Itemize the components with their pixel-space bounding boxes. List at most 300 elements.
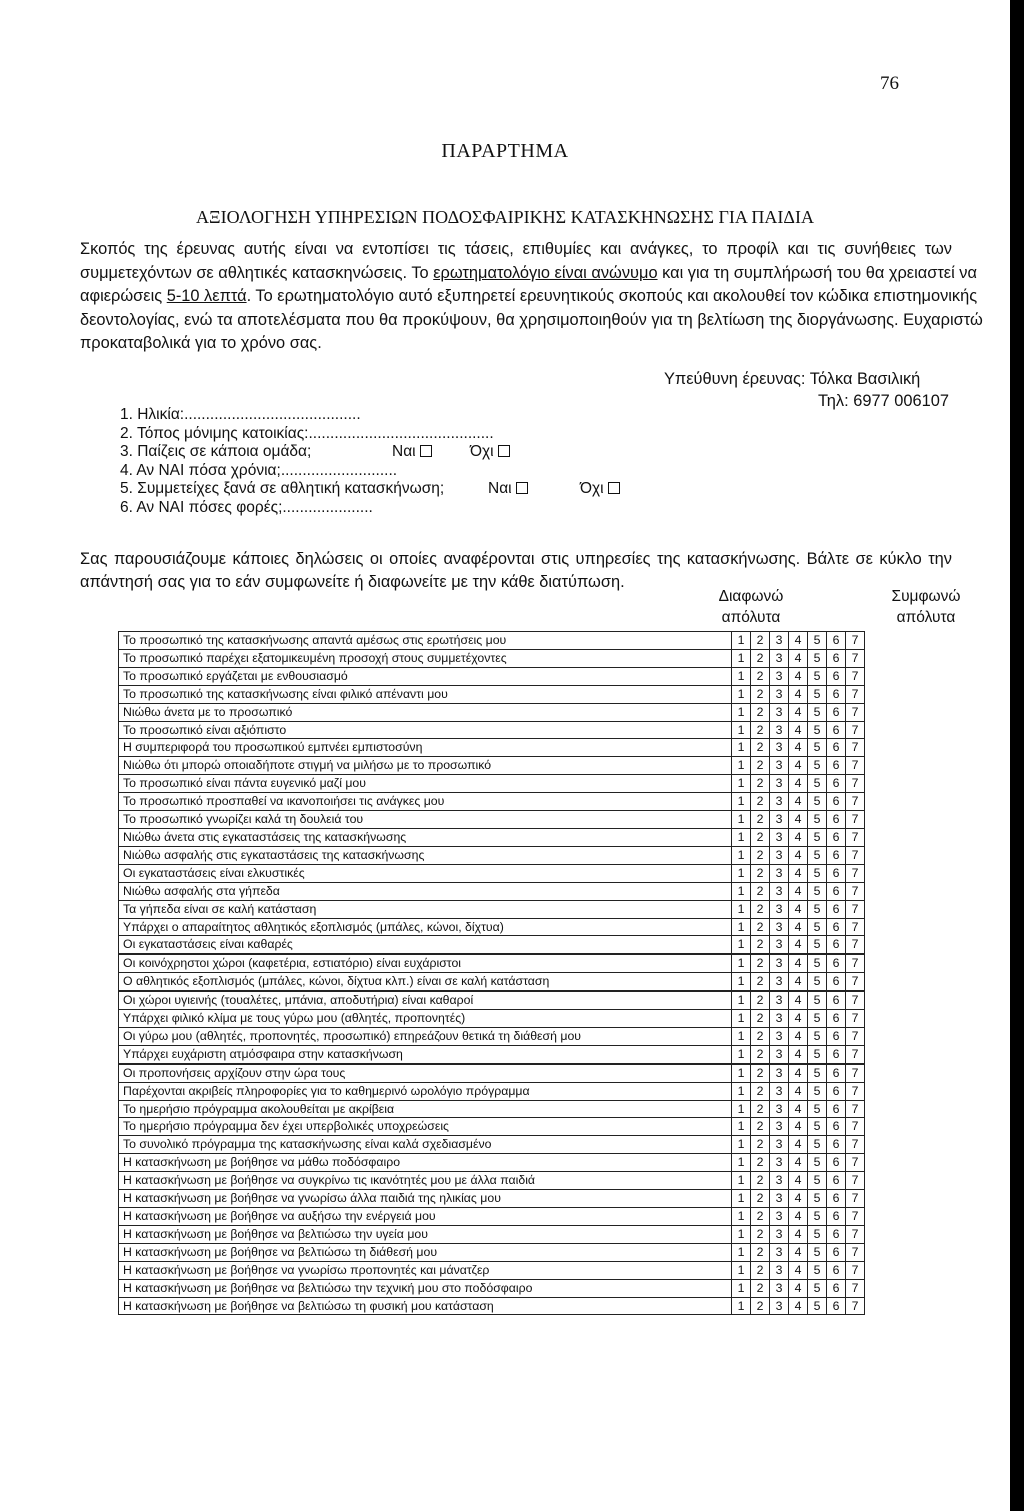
- rating-option-5[interactable]: 5: [808, 739, 827, 757]
- rating-option-2[interactable]: 2: [751, 1100, 770, 1118]
- rating-option-3[interactable]: 3: [770, 811, 789, 829]
- rating-option-5[interactable]: 5: [808, 1297, 827, 1315]
- rating-option-6[interactable]: 6: [827, 918, 846, 936]
- table-row: [119, 1118, 865, 1136]
- rating-option-7[interactable]: 7: [846, 1136, 865, 1154]
- rating-option-4[interactable]: 4: [789, 1190, 808, 1208]
- rating-option-6[interactable]: 6: [827, 1010, 846, 1028]
- rating-option-2[interactable]: 2: [751, 1208, 770, 1226]
- rating-option-4[interactable]: 4: [789, 1154, 808, 1172]
- table-row: [119, 936, 865, 954]
- option-no[interactable]: [580, 480, 620, 498]
- rating-option-5[interactable]: 5: [808, 775, 827, 793]
- rating-option-3[interactable]: 3: [770, 757, 789, 775]
- rating-option-6[interactable]: 6: [827, 667, 846, 685]
- rating-option-5[interactable]: 5: [808, 667, 827, 685]
- rating-option-2[interactable]: 2: [751, 1045, 770, 1063]
- page-number: 76: [880, 73, 899, 94]
- rating-option-1[interactable]: 1: [732, 864, 751, 882]
- rating-option-3[interactable]: 3: [770, 721, 789, 739]
- rating-option-3[interactable]: 3: [770, 632, 789, 650]
- statement-cell: Νιώθω άνετα στις εγκαταστάσεις της κατασκήνωσης: [119, 828, 732, 846]
- rating-option-4[interactable]: 4: [789, 1100, 808, 1118]
- rating-option-1[interactable]: 1: [732, 1279, 751, 1297]
- question-years: 4. Αν ΝΑΙ πόσα χρόνια;...........................: [120, 461, 398, 479]
- rating-option-5[interactable]: 5: [808, 1027, 827, 1045]
- rating-option-4[interactable]: 4: [789, 991, 808, 1009]
- rating-option-7[interactable]: 7: [846, 1027, 865, 1045]
- rating-option-4[interactable]: 4: [789, 632, 808, 650]
- statement-cell: Η κατασκήνωση με βοήθησε να βελτιώσω την τεχνική μου στο ποδόσφαιρο: [119, 1279, 732, 1297]
- rating-option-6[interactable]: 6: [827, 1261, 846, 1279]
- rating-option-4[interactable]: 4: [789, 846, 808, 864]
- rating-option-3[interactable]: 3: [770, 1082, 789, 1100]
- rating-option-1[interactable]: 1: [732, 846, 751, 864]
- rating-option-4[interactable]: 4: [789, 973, 808, 991]
- rating-option-1[interactable]: 1: [732, 1154, 751, 1172]
- rating-option-5[interactable]: 5: [808, 882, 827, 900]
- rating-option-6[interactable]: 6: [827, 757, 846, 775]
- rating-option-5[interactable]: 5: [808, 846, 827, 864]
- rating-option-5[interactable]: 5: [808, 1208, 827, 1226]
- rating-option-6[interactable]: 6: [827, 1027, 846, 1045]
- rating-option-6[interactable]: 6: [827, 1208, 846, 1226]
- rating-option-3[interactable]: 3: [770, 775, 789, 793]
- rating-option-1[interactable]: 1: [732, 793, 751, 811]
- rating-option-6[interactable]: 6: [827, 954, 846, 972]
- rating-option-2[interactable]: 2: [751, 918, 770, 936]
- rating-option-3[interactable]: 3: [770, 739, 789, 757]
- rating-option-3[interactable]: 3: [770, 864, 789, 882]
- rating-option-7[interactable]: 7: [846, 1279, 865, 1297]
- rating-option-5[interactable]: 5: [808, 1010, 827, 1028]
- rating-option-1[interactable]: 1: [732, 1136, 751, 1154]
- rating-option-5[interactable]: 5: [808, 1136, 827, 1154]
- rating-option-2[interactable]: 2: [751, 1027, 770, 1045]
- rating-option-2[interactable]: 2: [751, 793, 770, 811]
- rating-option-2[interactable]: 2: [751, 1154, 770, 1172]
- rating-option-6[interactable]: 6: [827, 846, 846, 864]
- rating-option-7[interactable]: 7: [846, 1082, 865, 1100]
- rating-option-1[interactable]: 1: [732, 882, 751, 900]
- rating-option-3[interactable]: 3: [770, 1100, 789, 1118]
- rating-option-2[interactable]: 2: [751, 954, 770, 972]
- rating-option-4[interactable]: 4: [789, 667, 808, 685]
- rating-option-5[interactable]: 5: [808, 1243, 827, 1261]
- rating-option-1[interactable]: 1: [732, 1118, 751, 1136]
- rating-option-7[interactable]: 7: [846, 936, 865, 954]
- rating-option-7[interactable]: 7: [846, 954, 865, 972]
- rating-option-5[interactable]: 5: [808, 1190, 827, 1208]
- rating-option-4[interactable]: 4: [789, 793, 808, 811]
- checkbox-icon[interactable]: [608, 482, 620, 494]
- rating-option-1[interactable]: 1: [732, 1225, 751, 1243]
- table-row: [119, 667, 865, 685]
- rating-option-4[interactable]: 4: [789, 775, 808, 793]
- rating-option-3[interactable]: 3: [770, 1118, 789, 1136]
- rating-option-1[interactable]: 1: [732, 991, 751, 1009]
- rating-option-7[interactable]: 7: [846, 721, 865, 739]
- rating-option-6[interactable]: 6: [827, 828, 846, 846]
- rating-option-1[interactable]: 1: [732, 721, 751, 739]
- rating-option-4[interactable]: 4: [789, 1279, 808, 1297]
- rating-option-1[interactable]: 1: [732, 918, 751, 936]
- rating-option-5[interactable]: 5: [808, 1261, 827, 1279]
- rating-option-7[interactable]: 7: [846, 1064, 865, 1082]
- rating-option-4[interactable]: 4: [789, 703, 808, 721]
- rating-option-2[interactable]: 2: [751, 1082, 770, 1100]
- rating-option-7[interactable]: 7: [846, 649, 865, 667]
- rating-option-6[interactable]: 6: [827, 775, 846, 793]
- rating-option-4[interactable]: 4: [789, 900, 808, 918]
- rating-option-7[interactable]: 7: [846, 1118, 865, 1136]
- rating-option-3[interactable]: 3: [770, 793, 789, 811]
- rating-option-3[interactable]: 3: [770, 918, 789, 936]
- rating-option-3[interactable]: 3: [770, 1208, 789, 1226]
- intro-paragraph: [80, 238, 983, 356]
- rating-option-6[interactable]: 6: [827, 1045, 846, 1063]
- rating-option-1[interactable]: 1: [732, 1082, 751, 1100]
- rating-option-5[interactable]: 5: [808, 1064, 827, 1082]
- rating-option-1[interactable]: 1: [732, 954, 751, 972]
- rating-option-4[interactable]: 4: [789, 918, 808, 936]
- rating-option-1[interactable]: 1: [732, 739, 751, 757]
- rating-option-4[interactable]: 4: [789, 1027, 808, 1045]
- rating-option-6[interactable]: 6: [827, 811, 846, 829]
- rating-option-1[interactable]: 1: [732, 649, 751, 667]
- rating-option-7[interactable]: 7: [846, 739, 865, 757]
- rating-option-2[interactable]: 2: [751, 1118, 770, 1136]
- statement-cell: Η κατασκήνωση με βοήθησε να βελτιώσω τη διάθεσή μου: [119, 1243, 732, 1261]
- rating-option-6[interactable]: 6: [827, 936, 846, 954]
- checkbox-icon[interactable]: [498, 445, 510, 457]
- rating-option-5[interactable]: 5: [808, 632, 827, 650]
- rating-option-5[interactable]: 5: [808, 864, 827, 882]
- rating-option-7[interactable]: 7: [846, 757, 865, 775]
- rating-option-5[interactable]: 5: [808, 1279, 827, 1297]
- rating-option-5[interactable]: 5: [808, 685, 827, 703]
- rating-option-3[interactable]: 3: [770, 1279, 789, 1297]
- rating-option-5[interactable]: 5: [808, 918, 827, 936]
- rating-option-2[interactable]: 2: [751, 1243, 770, 1261]
- rating-option-3[interactable]: 3: [770, 991, 789, 1009]
- rating-option-1[interactable]: 1: [732, 1172, 751, 1190]
- rating-option-5[interactable]: 5: [808, 1082, 827, 1100]
- rating-option-4[interactable]: 4: [789, 757, 808, 775]
- rating-option-6[interactable]: 6: [827, 1225, 846, 1243]
- rating-option-7[interactable]: 7: [846, 811, 865, 829]
- rating-option-1[interactable]: 1: [732, 1297, 751, 1315]
- rating-option-2[interactable]: 2: [751, 900, 770, 918]
- rating-option-4[interactable]: 4: [789, 721, 808, 739]
- rating-option-2[interactable]: 2: [751, 991, 770, 1009]
- rating-option-7[interactable]: 7: [846, 991, 865, 1009]
- rating-option-4[interactable]: 4: [789, 811, 808, 829]
- rating-option-6[interactable]: 6: [827, 1243, 846, 1261]
- rating-option-3[interactable]: 3: [770, 649, 789, 667]
- rating-option-3[interactable]: 3: [770, 900, 789, 918]
- rating-option-3[interactable]: 3: [770, 1172, 789, 1190]
- rating-option-6[interactable]: 6: [827, 900, 846, 918]
- rating-option-5[interactable]: 5: [808, 1045, 827, 1063]
- rating-option-4[interactable]: 4: [789, 1243, 808, 1261]
- statement-cell: Υπάρχει ευχάριστη ατμόσφαιρα στην κατασκήνωση: [119, 1045, 732, 1063]
- rating-option-4[interactable]: 4: [789, 1064, 808, 1082]
- rating-option-3[interactable]: 3: [770, 936, 789, 954]
- rating-option-3[interactable]: 3: [770, 846, 789, 864]
- rating-option-4[interactable]: 4: [789, 1261, 808, 1279]
- rating-option-6[interactable]: 6: [827, 1082, 846, 1100]
- rating-option-2[interactable]: 2: [751, 1136, 770, 1154]
- rating-option-4[interactable]: 4: [789, 936, 808, 954]
- likert-table-body: [119, 632, 865, 1315]
- rating-option-2[interactable]: 2: [751, 721, 770, 739]
- rating-option-6[interactable]: 6: [827, 721, 846, 739]
- rating-option-1[interactable]: 1: [732, 1190, 751, 1208]
- rating-option-4[interactable]: 4: [789, 1225, 808, 1243]
- rating-option-3[interactable]: 3: [770, 1010, 789, 1028]
- rating-option-1[interactable]: 1: [732, 1027, 751, 1045]
- rating-option-2[interactable]: 2: [751, 1225, 770, 1243]
- question-age: 1. Ηλικία:.........................................: [120, 406, 361, 423]
- checkbox-icon[interactable]: [420, 445, 432, 457]
- rating-option-6[interactable]: 6: [827, 1136, 846, 1154]
- rating-option-1[interactable]: 1: [732, 685, 751, 703]
- rating-option-7[interactable]: 7: [846, 1297, 865, 1315]
- rating-option-1[interactable]: 1: [732, 667, 751, 685]
- rating-option-7[interactable]: 7: [846, 632, 865, 650]
- rating-option-7[interactable]: 7: [846, 973, 865, 991]
- likert-table: [118, 631, 865, 1315]
- rating-option-3[interactable]: 3: [770, 1225, 789, 1243]
- rating-option-3[interactable]: 3: [770, 1045, 789, 1063]
- rating-option-6[interactable]: 6: [827, 685, 846, 703]
- rating-option-5[interactable]: 5: [808, 1225, 827, 1243]
- rating-option-5[interactable]: 5: [808, 811, 827, 829]
- rating-option-7[interactable]: 7: [846, 900, 865, 918]
- rating-option-7[interactable]: 7: [846, 793, 865, 811]
- rating-option-6[interactable]: 6: [827, 991, 846, 1009]
- rating-option-4[interactable]: 4: [789, 828, 808, 846]
- rating-option-3[interactable]: 3: [770, 1064, 789, 1082]
- rating-option-6[interactable]: 6: [827, 1297, 846, 1315]
- rating-option-6[interactable]: 6: [827, 703, 846, 721]
- table-row: [119, 1064, 865, 1082]
- rating-option-3[interactable]: 3: [770, 1261, 789, 1279]
- rating-option-2[interactable]: 2: [751, 936, 770, 954]
- rating-option-7[interactable]: 7: [846, 1154, 865, 1172]
- rating-option-3[interactable]: 3: [770, 1243, 789, 1261]
- rating-option-6[interactable]: 6: [827, 1279, 846, 1297]
- rating-option-2[interactable]: 2: [751, 1064, 770, 1082]
- rating-option-7[interactable]: 7: [846, 1243, 865, 1261]
- rating-option-6[interactable]: 6: [827, 1064, 846, 1082]
- statement-cell: Οι κοινόχρηστοι χώροι (καφετέρια, εστιατόριο) είναι ευχάριστοι: [119, 954, 732, 972]
- rating-option-4[interactable]: 4: [789, 1082, 808, 1100]
- rating-option-1[interactable]: 1: [732, 900, 751, 918]
- rating-option-7[interactable]: 7: [846, 1208, 865, 1226]
- rating-option-4[interactable]: 4: [789, 1118, 808, 1136]
- rating-option-3[interactable]: 3: [770, 1297, 789, 1315]
- rating-option-6[interactable]: 6: [827, 1154, 846, 1172]
- rating-option-4[interactable]: 4: [789, 1010, 808, 1028]
- rating-option-3[interactable]: 3: [770, 685, 789, 703]
- rating-option-2[interactable]: 2: [751, 1172, 770, 1190]
- rating-option-3[interactable]: 3: [770, 1136, 789, 1154]
- rating-option-1[interactable]: 1: [732, 1261, 751, 1279]
- rating-option-4[interactable]: 4: [789, 1172, 808, 1190]
- rating-option-7[interactable]: 7: [846, 1045, 865, 1063]
- rating-option-3[interactable]: 3: [770, 1027, 789, 1045]
- option-yes[interactable]: [488, 480, 528, 498]
- statement-cell: Η κατασκήνωση με βοήθησε να γνωρίσω άλλα παιδιά της ηλικίας μου: [119, 1190, 732, 1208]
- rating-option-7[interactable]: 7: [846, 918, 865, 936]
- rating-option-4[interactable]: 4: [789, 954, 808, 972]
- rating-option-1[interactable]: 1: [732, 828, 751, 846]
- rating-option-7[interactable]: 7: [846, 1100, 865, 1118]
- rating-option-7[interactable]: 7: [846, 667, 865, 685]
- rating-option-2[interactable]: 2: [751, 757, 770, 775]
- statement-cell: Η κατασκήνωση με βοήθησε να βελτιώσω τη φυσική μου κατάσταση: [119, 1297, 732, 1315]
- rating-option-4[interactable]: 4: [789, 1297, 808, 1315]
- rating-option-1[interactable]: 1: [732, 632, 751, 650]
- questionnaire-title: ΑΞΙΟΛΟΓΗΣΗ ΥΠΗΡΕΣΙΩΝ ΠΟΔΟΣΦΑΙΡΙΚΗΣ ΚΑΤΑΣΚΗΝΩΣΗΣ ΓΙΑ ΠΑΙΔΙΑ: [196, 207, 814, 227]
- rating-option-2[interactable]: 2: [751, 1190, 770, 1208]
- rating-option-4[interactable]: 4: [789, 882, 808, 900]
- table-row: [119, 1190, 865, 1208]
- rating-option-2[interactable]: 2: [751, 846, 770, 864]
- rating-option-7[interactable]: 7: [846, 864, 865, 882]
- rating-option-3[interactable]: 3: [770, 973, 789, 991]
- option-no[interactable]: [470, 443, 510, 461]
- rating-option-6[interactable]: 6: [827, 882, 846, 900]
- rating-option-1[interactable]: 1: [732, 703, 751, 721]
- rating-option-4[interactable]: 4: [789, 649, 808, 667]
- rating-option-5[interactable]: 5: [808, 828, 827, 846]
- rating-option-7[interactable]: 7: [846, 1225, 865, 1243]
- rating-option-2[interactable]: 2: [751, 775, 770, 793]
- rating-option-7[interactable]: 7: [846, 775, 865, 793]
- rating-option-6[interactable]: 6: [827, 649, 846, 667]
- rating-option-2[interactable]: 2: [751, 1010, 770, 1028]
- rating-option-5[interactable]: 5: [808, 991, 827, 1009]
- rating-option-2[interactable]: 2: [751, 882, 770, 900]
- rating-option-5[interactable]: 5: [808, 900, 827, 918]
- rating-option-1[interactable]: 1: [732, 1100, 751, 1118]
- rating-option-1[interactable]: 1: [732, 1243, 751, 1261]
- rating-option-5[interactable]: 5: [808, 1154, 827, 1172]
- rating-option-5[interactable]: 5: [808, 649, 827, 667]
- scale-label-text: Διαφωνώ: [718, 588, 784, 605]
- rating-option-4[interactable]: 4: [789, 739, 808, 757]
- rating-option-5[interactable]: 5: [808, 757, 827, 775]
- rating-option-6[interactable]: 6: [827, 1118, 846, 1136]
- rating-option-6[interactable]: 6: [827, 739, 846, 757]
- duration-note: 5-10 λεπτά: [166, 287, 247, 306]
- rating-option-2[interactable]: 2: [751, 685, 770, 703]
- rating-option-6[interactable]: 6: [827, 1100, 846, 1118]
- rating-option-2[interactable]: 2: [751, 667, 770, 685]
- rating-option-2[interactable]: 2: [751, 632, 770, 650]
- rating-option-4[interactable]: 4: [789, 685, 808, 703]
- rating-option-2[interactable]: 2: [751, 703, 770, 721]
- rating-option-5[interactable]: 5: [808, 1100, 827, 1118]
- rating-option-6[interactable]: 6: [827, 1190, 846, 1208]
- rating-option-3[interactable]: 3: [770, 1154, 789, 1172]
- rating-option-4[interactable]: 4: [789, 1136, 808, 1154]
- rating-option-3[interactable]: 3: [770, 954, 789, 972]
- statement-cell: Το προσωπικό της κατασκήνωσης είναι φιλικό απέναντι μου: [119, 685, 732, 703]
- rating-option-7[interactable]: 7: [846, 828, 865, 846]
- rating-option-7[interactable]: 7: [846, 703, 865, 721]
- rating-option-7[interactable]: 7: [846, 685, 865, 703]
- rating-option-6[interactable]: 6: [827, 1172, 846, 1190]
- rating-option-1[interactable]: 1: [732, 1010, 751, 1028]
- rating-option-6[interactable]: 6: [827, 864, 846, 882]
- rating-option-3[interactable]: 3: [770, 703, 789, 721]
- rating-option-2[interactable]: 2: [751, 1261, 770, 1279]
- rating-option-6[interactable]: 6: [827, 632, 846, 650]
- statement-cell: Το προσωπικό γνωρίζει καλά τη δουλειά του: [119, 811, 732, 829]
- rating-option-1[interactable]: 1: [732, 811, 751, 829]
- rating-option-7[interactable]: 7: [846, 1010, 865, 1028]
- rating-option-5[interactable]: 5: [808, 954, 827, 972]
- checkbox-icon[interactable]: [516, 482, 528, 494]
- rating-option-6[interactable]: 6: [827, 973, 846, 991]
- rating-option-1[interactable]: 1: [732, 775, 751, 793]
- rating-option-7[interactable]: 7: [846, 846, 865, 864]
- rating-option-4[interactable]: 4: [789, 1045, 808, 1063]
- rating-option-5[interactable]: 5: [808, 703, 827, 721]
- rating-option-3[interactable]: 3: [770, 667, 789, 685]
- rating-option-5[interactable]: 5: [808, 1172, 827, 1190]
- rating-option-2[interactable]: 2: [751, 811, 770, 829]
- rating-option-6[interactable]: 6: [827, 793, 846, 811]
- rating-option-5[interactable]: 5: [808, 936, 827, 954]
- rating-option-4[interactable]: 4: [789, 864, 808, 882]
- option-yes[interactable]: [392, 443, 432, 461]
- rating-option-7[interactable]: 7: [846, 1172, 865, 1190]
- rating-option-2[interactable]: 2: [751, 973, 770, 991]
- rating-option-4[interactable]: 4: [789, 1208, 808, 1226]
- rating-option-1[interactable]: 1: [732, 1045, 751, 1063]
- rating-option-2[interactable]: 2: [751, 828, 770, 846]
- rating-option-3[interactable]: 3: [770, 1190, 789, 1208]
- rating-option-7[interactable]: 7: [846, 1261, 865, 1279]
- rating-option-1[interactable]: 1: [732, 1064, 751, 1082]
- rating-option-1[interactable]: 1: [732, 973, 751, 991]
- rating-option-2[interactable]: 2: [751, 649, 770, 667]
- rating-option-1[interactable]: 1: [732, 936, 751, 954]
- rating-option-7[interactable]: 7: [846, 882, 865, 900]
- rating-option-3[interactable]: 3: [770, 882, 789, 900]
- table-row: [119, 973, 865, 991]
- rating-option-5[interactable]: 5: [808, 793, 827, 811]
- rating-option-2[interactable]: 2: [751, 864, 770, 882]
- rating-option-3[interactable]: 3: [770, 828, 789, 846]
- rating-option-5[interactable]: 5: [808, 973, 827, 991]
- table-row: [119, 828, 865, 846]
- table-row: [119, 1297, 865, 1315]
- rating-option-7[interactable]: 7: [846, 1190, 865, 1208]
- rating-option-5[interactable]: 5: [808, 1118, 827, 1136]
- rating-option-1[interactable]: 1: [732, 757, 751, 775]
- rating-option-2[interactable]: 2: [751, 1297, 770, 1315]
- rating-option-2[interactable]: 2: [751, 1279, 770, 1297]
- rating-option-5[interactable]: 5: [808, 721, 827, 739]
- rating-option-1[interactable]: 1: [732, 1208, 751, 1226]
- rating-option-2[interactable]: 2: [751, 739, 770, 757]
